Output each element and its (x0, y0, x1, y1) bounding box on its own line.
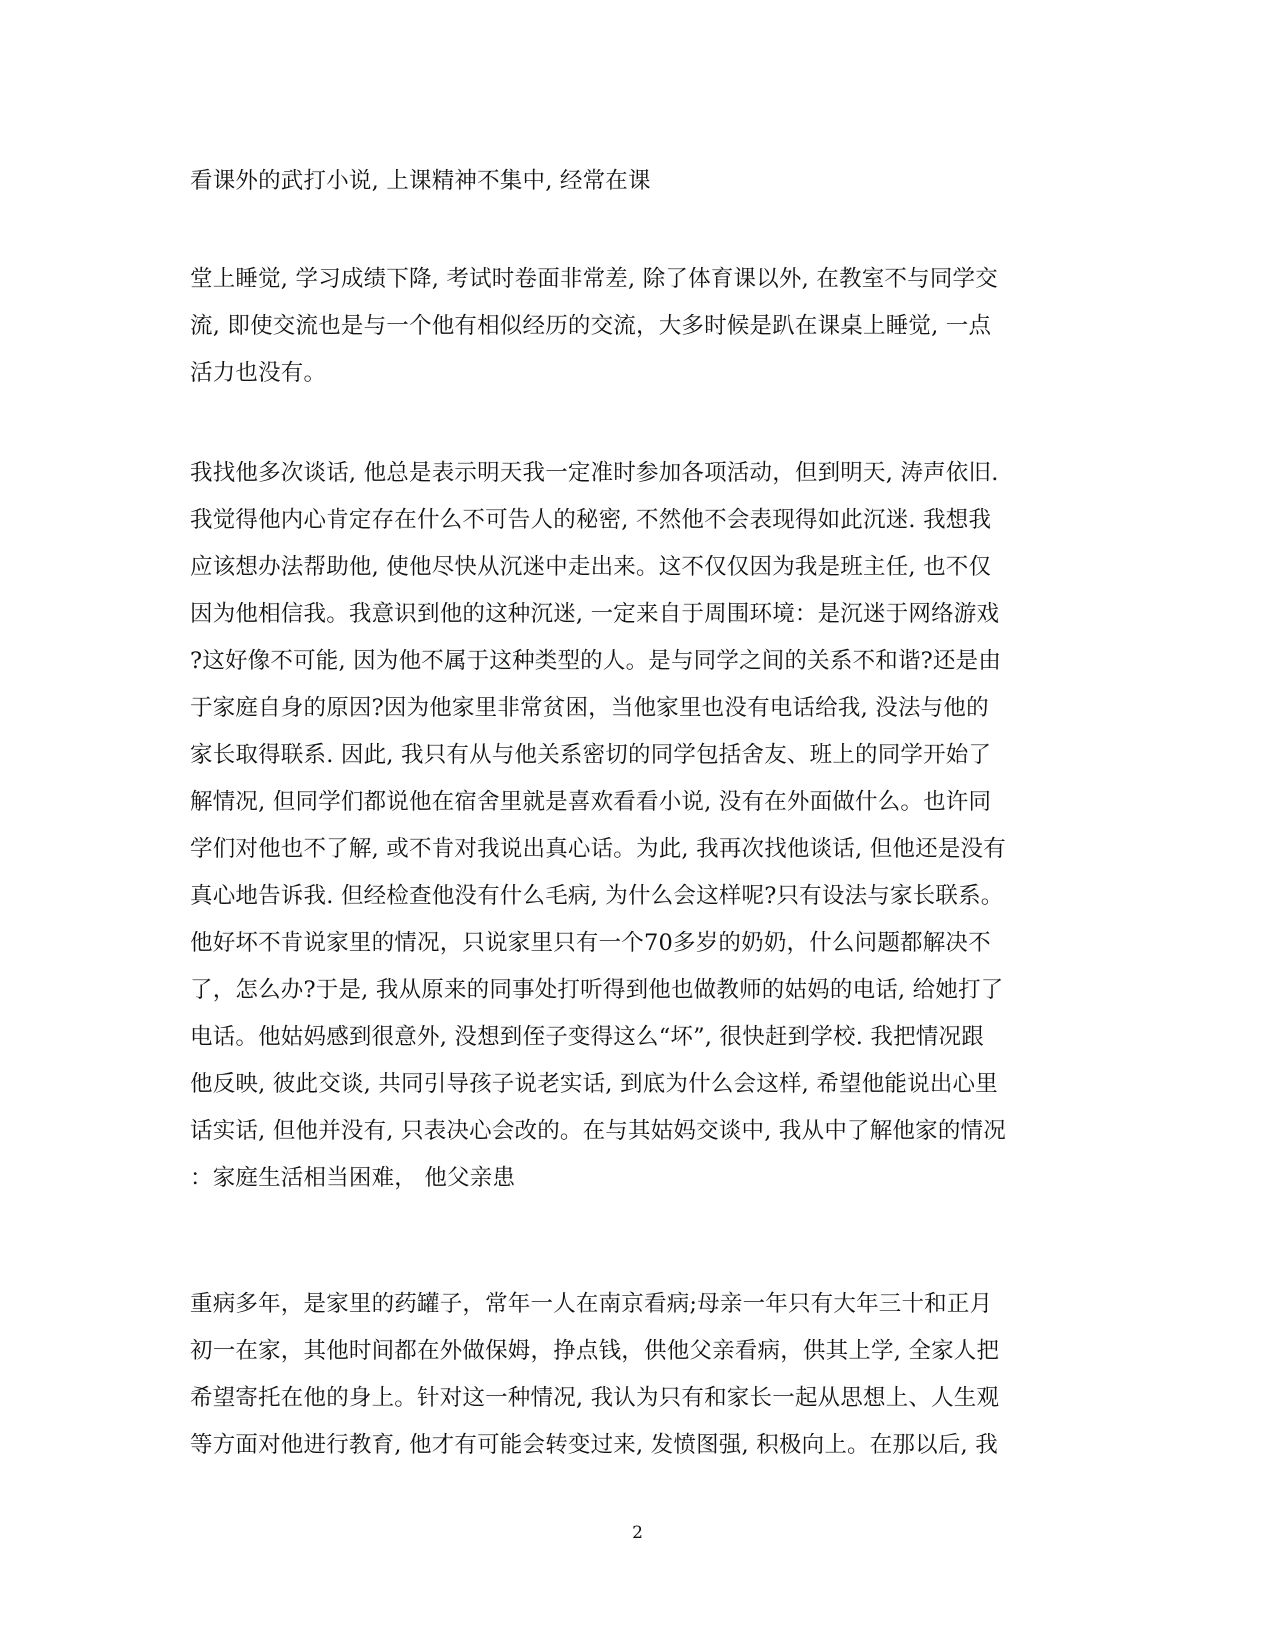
text-line: 解情况, 但同学们都说他在宿舍里就是喜欢看看小说, 没有在外面做什么。也许同 (190, 789, 992, 815)
text-line: 我觉得他内心肯定存在什么不可告人的秘密, 不然他不会表现得如此沉迷. 我想我 (190, 507, 992, 533)
paragraph-1 (190, 158, 1090, 205)
text-line: 我找他多次谈话, 他总是表示明天我一定准时参加各项活动，但到明天, 涛声依旧. (190, 460, 999, 486)
text-line: 话实话, 但他并没有, 只表决心会改的。在与其姑妈交谈中, 我从中了解他家的情况 (190, 1118, 1006, 1144)
text-line: 看课外的武打小说, 上课精神不集中, 经常在课 (190, 168, 651, 194)
text-line: 流, 即使交流也是与一个他有相似经历的交流，大多时候是趴在课桌上睡觉, 一点 (190, 313, 992, 339)
text-line: 希望寄托在他的身上。针对这一种情况, 我认为只有和家长一起从思想上、人生观 (190, 1385, 1000, 1411)
text-line: 真心地告诉我. 但经检查他没有什么毛病, 为什么会这样呢?只有设法与家长联系。 (190, 883, 1004, 909)
paragraph-2 (190, 256, 1090, 397)
text-line: 堂上睡觉, 学习成绩下降, 考试时卷面非常差, 除了体育课以外, 在教室不与同学交 (190, 266, 998, 292)
paragraph-4 (190, 1281, 1090, 1469)
text-line: 活力也没有。 (190, 360, 327, 386)
paragraph-3 (190, 450, 1090, 1202)
page-number: 2 (632, 1523, 643, 1543)
text-line: 他好坏不肯说家里的情况，只说家里只有一个70多岁的奶奶，什么问题都解决不 (190, 930, 991, 956)
text-line: 家长取得联系. 因此, 我只有从与他关系密切的同学包括舍友、班上的同学开始了 (190, 742, 992, 768)
text-line: ?这好像不可能, 因为他不属于这种类型的人。是与同学之间的关系不和谐?还是由 (190, 648, 1002, 674)
text-line: 因为他相信我。我意识到他的这种沉迷, 一定来自于周围环境：是沉迷于网络游戏 (190, 601, 1000, 627)
text-line: 他反映, 彼此交谈, 共同引导孩子说老实话, 到底为什么会这样, 希望他能说出心里 (190, 1071, 998, 1097)
text-line: 学们对他也不了解, 或不肯对我说出真心话。为此, 我再次找他谈话, 但他还是没有 (190, 836, 1006, 862)
text-line: 了，怎么办?于是, 我从原来的同事处打听得到他也做教师的姑妈的电话, 给她打了 (190, 977, 1004, 1003)
text-line: 重病多年，是家里的药罐子，常年一人在南京看病;母亲一年只有大年三十和正月 (190, 1291, 993, 1317)
text-line: 等方面对他进行教育, 他才有可能会转变过来, 发愤图强, 积极向上。在那以后, 我 (190, 1432, 998, 1458)
text-line: 应该想办法帮助他, 使他尽快从沉迷中走出来。这不仅仅因为我是班主任, 也不仅 (190, 554, 992, 580)
text-line: 于家庭自身的原因?因为他家里非常贫困，当他家里也没有电话给我, 没法与他的 (190, 695, 989, 721)
text-line: ：家庭生活相当困难， 他父亲患 (190, 1165, 516, 1191)
text-line: 初一在家，其他时间都在外做保姆，挣点钱，供他父亲看病，供其上学, 全家人把 (190, 1338, 1000, 1364)
text-line: 电话。他姑妈感到很意外, 没想到侄子变得这么“坏”, 很快赶到学校. 我把情况跟 (190, 1024, 984, 1050)
